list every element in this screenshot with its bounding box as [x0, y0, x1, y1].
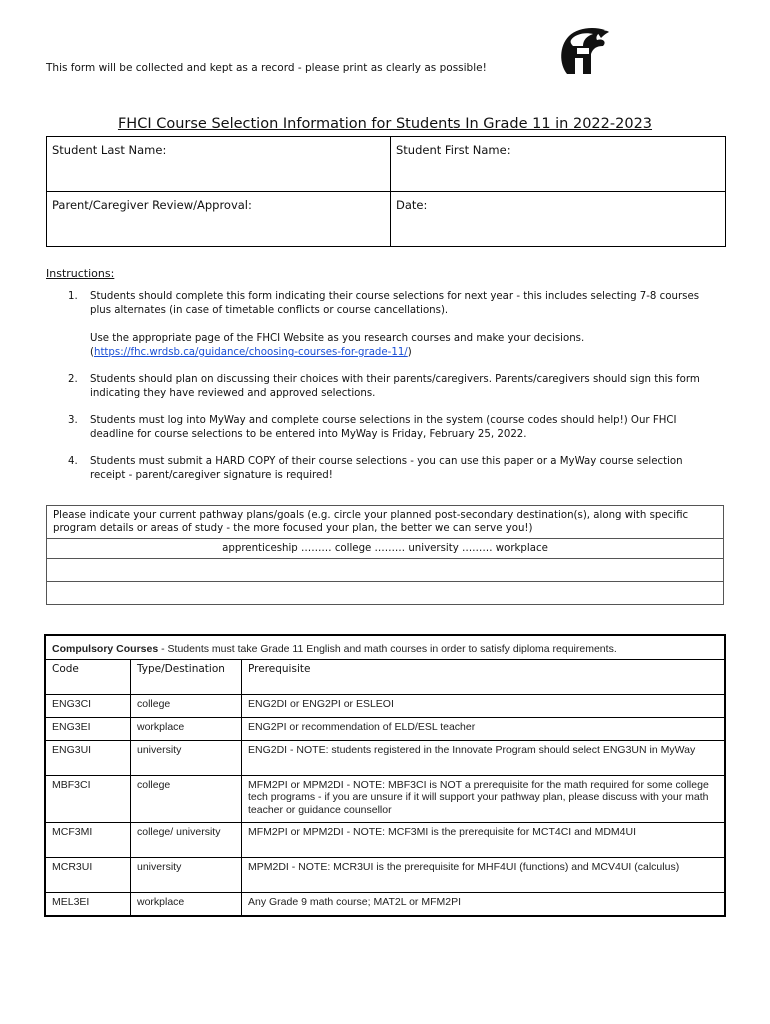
course-type: college: [131, 775, 242, 822]
column-header-type: Type/Destination: [131, 659, 242, 694]
course-type: university: [131, 857, 242, 892]
instruction-item: [46, 455, 706, 483]
table-row: [45, 740, 725, 775]
course-type: workplace: [131, 717, 242, 740]
pathway-options[interactable]: apprenticeship ……… college ……… university ……… workplace: [47, 539, 724, 559]
instruction-subtext: Use the appropriate page of the FHCI Website as you research courses and make your decisions.: [90, 333, 585, 344]
course-type: workplace: [131, 892, 242, 916]
table-row: [45, 717, 725, 740]
table-row: [45, 775, 725, 822]
course-prerequisite: MFM2PI or MPM2DI - NOTE: MCF3MI is the prerequisite for MCT4CI and MDM4UI: [242, 822, 726, 857]
table-row: [45, 892, 725, 916]
instruction-text: Students should plan on discussing their choices with their parents/caregivers. Parents/caregivers should sign this form indicating they have reviewed and approved selections.: [90, 374, 700, 399]
instruction-text: Students must log into MyWay and complete course selections in the system (course codes should help!) Our FHCI deadline for course selections to be entered into MyWay is Friday, February 25, 2022.: [90, 415, 677, 440]
item-number: 2.: [68, 374, 78, 385]
table-row: [45, 857, 725, 892]
item-number: 1.: [68, 291, 78, 302]
course-prerequisite: MPM2DI - NOTE: MCR3UI is the prerequisite for MHF4UI (functions) and MCV4UI (calculus): [242, 857, 726, 892]
pathway-table: [46, 505, 724, 605]
instructions-heading: Instructions:: [46, 267, 115, 280]
website-link[interactable]: https://fhc.wrdsb.ca/guidance/choosing-courses-for-grade-11/: [93, 347, 408, 358]
course-prerequisite: ENG2PI or recommendation of ELD/ESL teacher: [242, 717, 726, 740]
compulsory-header: [45, 635, 725, 659]
instruction-item: 1. Students should complete this form indicating their course selections for next year - this includes selecting 7-8 courses plus alternates (in case of timetable conflicts or course cancellations). Use the appropriate page of the FHCI Website as you research courses and make your decisions. (https://fhc.wrdsb.ca/guidance/choosing-courses-for-grade-11/): [46, 290, 706, 360]
instruction-item: [46, 373, 706, 401]
course-type: college/ university: [131, 822, 242, 857]
student-info-table: [46, 136, 726, 247]
instruction-item: [46, 414, 706, 442]
pathway-notes-line-2[interactable]: [47, 582, 724, 605]
instruction-text: Students should complete this form indicating their course selections for next year - this includes selecting 7-8 courses plus alternates (in case of timetable conflicts or course cancellations).: [90, 291, 700, 316]
course-code: ENG3UI: [45, 740, 131, 775]
compulsory-description: - Students must take Grade 11 English and math courses in order to satisfy diploma requirements.: [158, 643, 617, 655]
compulsory-courses-table: [44, 634, 726, 917]
page-title: FHCI Course Selection Information for Students In Grade 11 in 2022-2023: [117, 116, 653, 132]
course-type: college: [131, 694, 242, 717]
course-code: MBF3CI: [45, 775, 131, 822]
course-code: MCR3UI: [45, 857, 131, 892]
spartan-helmet-icon: [553, 24, 611, 80]
compulsory-title: Compulsory Courses: [52, 643, 159, 655]
course-code: ENG3CI: [45, 694, 131, 717]
instructions-list: [46, 290, 706, 496]
course-prerequisite: ENG2DI - NOTE: students registered in the Innovate Program should select ENG3UN in MyWay: [242, 740, 726, 775]
course-code: MEL3EI: [45, 892, 131, 916]
instruction-text: Students must submit a HARD COPY of their course selections - you can use this paper or a MyWay course selection receipt - parent/caregiver signature is required!: [90, 456, 683, 481]
last-name-field[interactable]: Student Last Name:: [47, 137, 391, 192]
item-number: 4.: [68, 456, 78, 467]
pathway-prompt: Please indicate your current pathway plans/goals (e.g. circle your planned post-secondary destination(s), along with specific program details or areas of study - the more focused your plan, the better we can serve you!): [47, 506, 724, 539]
column-header-prerequisite: Prerequisite: [242, 659, 726, 694]
first-name-field[interactable]: Student First Name:: [391, 137, 726, 192]
form-notice: This form will be collected and kept as a record - please print as clearly as possible!: [46, 62, 487, 74]
course-code: ENG3EI: [45, 717, 131, 740]
table-row: [45, 694, 725, 717]
column-header-code: Code: [45, 659, 131, 694]
date-field[interactable]: Date:: [391, 192, 726, 247]
course-prerequisite: Any Grade 9 math course; MAT2L or MFM2PI: [242, 892, 726, 916]
table-row: [45, 822, 725, 857]
course-type: university: [131, 740, 242, 775]
parent-approval-field[interactable]: Parent/Caregiver Review/Approval:: [47, 192, 391, 247]
course-code: MCF3MI: [45, 822, 131, 857]
pathway-notes-line-1[interactable]: [47, 559, 724, 582]
item-number: 3.: [68, 415, 78, 426]
course-prerequisite: MFM2PI or MPM2DI - NOTE: MBF3CI is NOT a prerequisite for the math required for some college tech programs - if you are unsure if it will support your pathway plan, please discuss with your math teacher or guidance counsellor: [242, 775, 726, 822]
course-prerequisite: ENG2DI or ENG2PI or ESLEOI: [242, 694, 726, 717]
